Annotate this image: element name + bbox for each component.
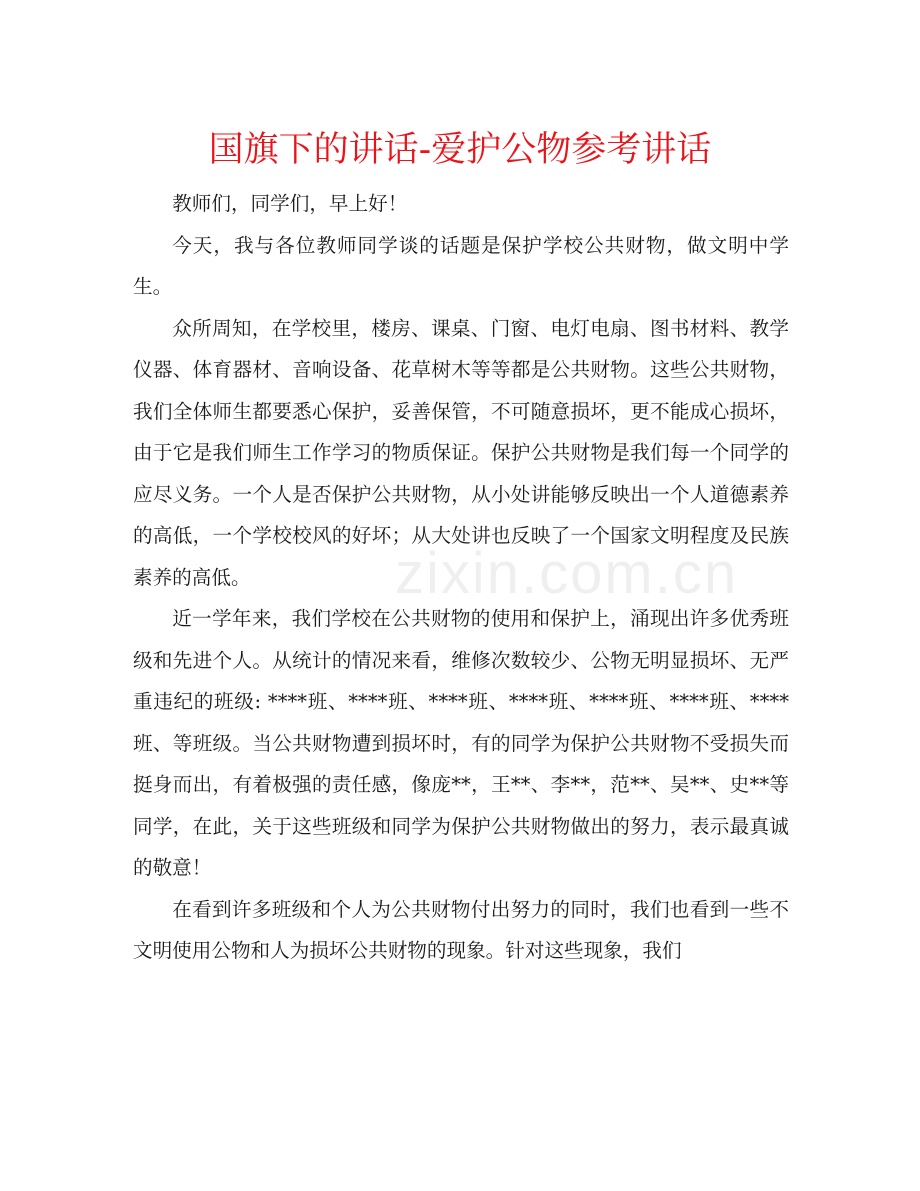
paragraph-achievements: 近一学年来，我们学校在公共财物的使用和保护上，涌现出许多优秀班级和先进个人。从统计的情况来看，维修次数较少、公物无明显损坏、无严重违纪的班级: ****班、****班、****班、****班、****班、****班、****班、等班级。当公共财物遭到损坏时，有的同学为保护公共财物不受损失而挺身而出，有着极强的责任感，像庞**，王**、李**，范**、吴**、史**等同学，在此，关于这些班级和同学为保护公共财物做出的努力，表示最真诚的敬意！: [133, 607, 789, 879]
paragraph-public-property: 众所周知，在学校里，楼房、课桌、门窗、电灯电扇、图书材料、教学仪器、体育器材、音响设备、花草树木等等都是公共财物。这些公共财物，我们全体师生都要悉心保护，妥善保管，不可随意损坏，更不能成心损坏，由于它是我们师生工作学习的物质保证。保护公共财物是我们每一个同学的应尽义务。一个人是否保护公共财物，从小处讲能够反映出一个人道德素养的高低，一个学校校风的好坏；从大处讲也反映了一个国家文明程度及民族素养的高低。: [133, 316, 789, 589]
paragraph-topic: 今天，我与各位教师同学谈的话题是保护学校公共财物，做文明中学生。: [133, 233, 789, 298]
watermark: zixin.com.cn: [395, 541, 739, 606]
paragraph-problems: 在看到许多班级和个人为公共财物付出努力的同时，我们也看到一些不文明使用公物和人为损坏公共财物的现象。针对这些现象，我们: [133, 897, 789, 962]
document-title: 国旗下的讲话-爱护公物参考讲话: [208, 130, 712, 170]
paragraph-greeting: 教师们，同学们，早上好！: [172, 192, 408, 215]
document-body: [133, 183, 789, 972]
